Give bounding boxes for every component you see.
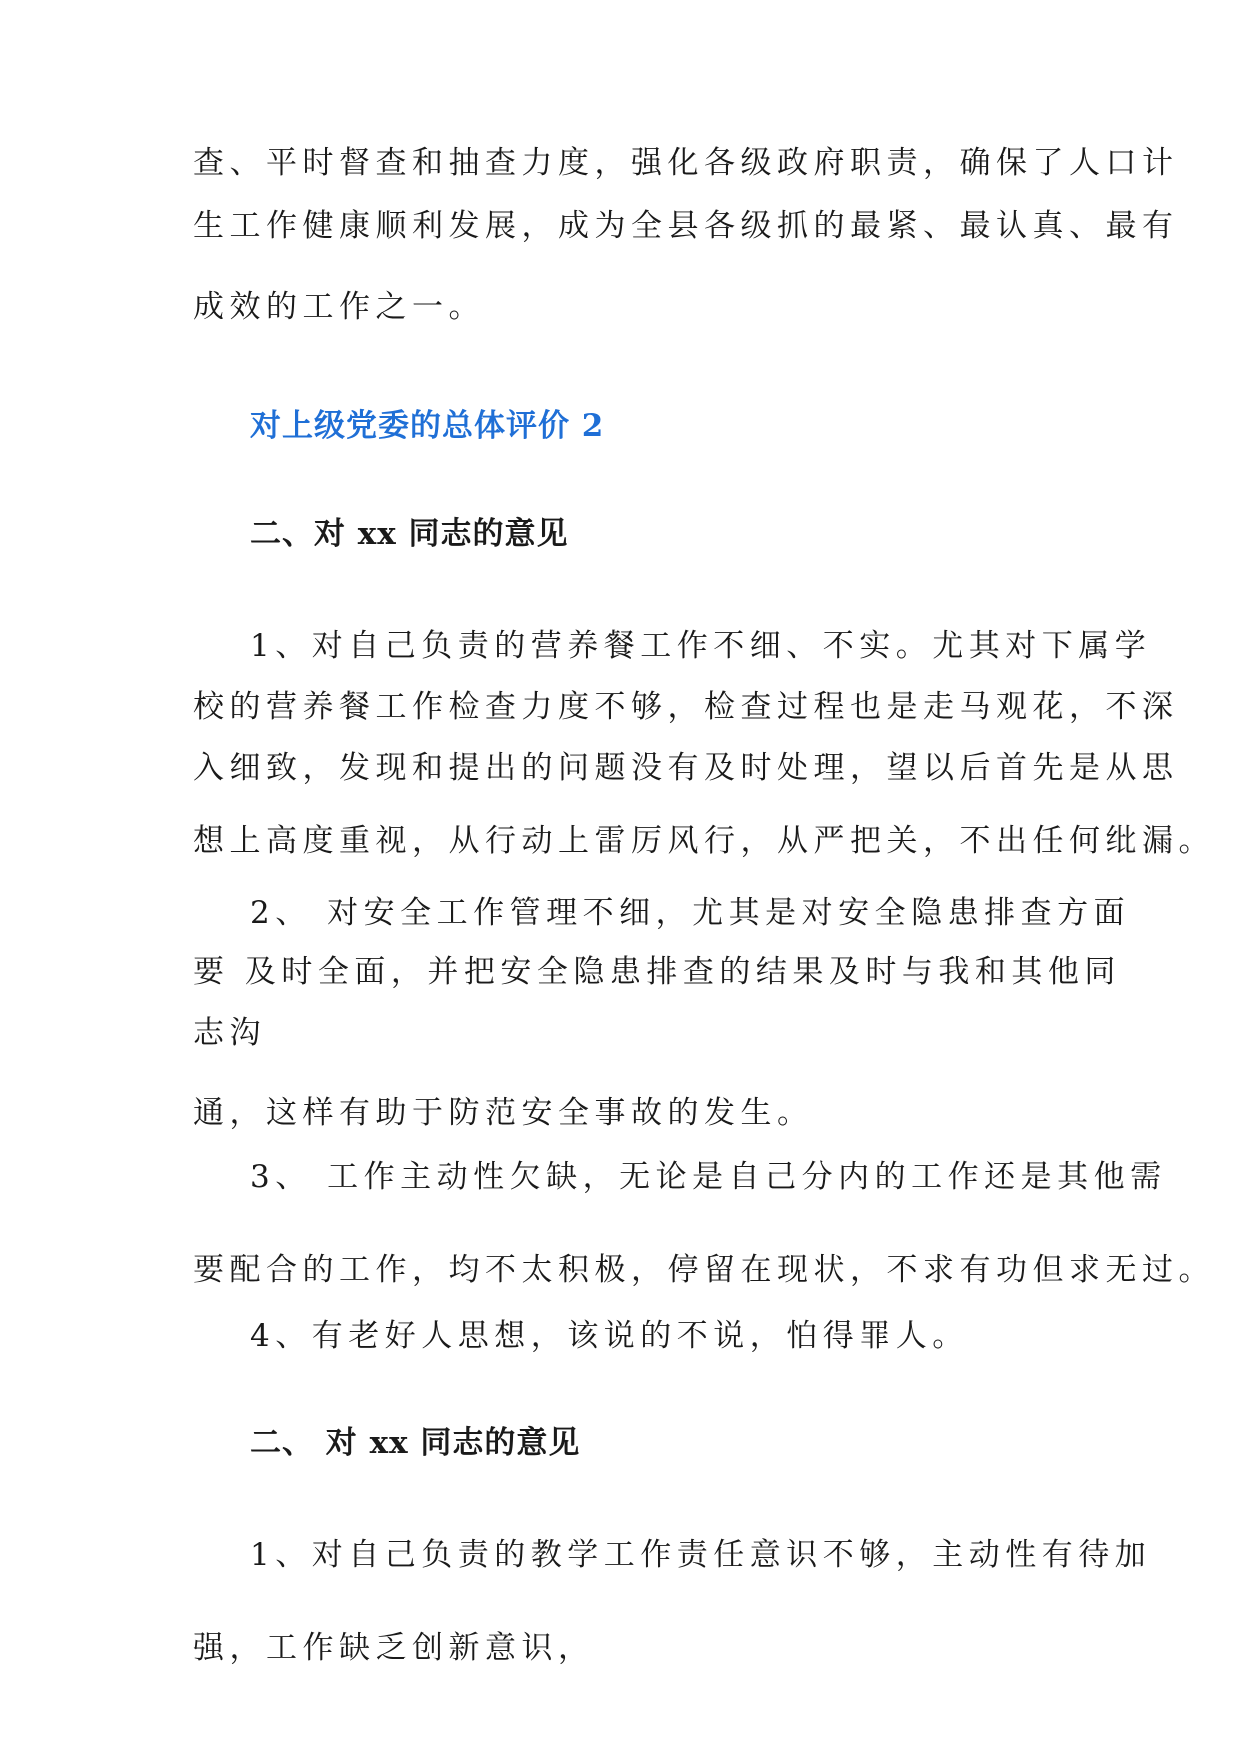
section1-item4: 4、有老好人思想，该说的不说，怕得罪人。 xyxy=(250,1318,969,1354)
section2-item1-line-1: 1、对自己负责的教学工作责任意识不够，主动性有待加 xyxy=(250,1537,1152,1573)
section1-item1-line-2: 校的营养餐工作检查力度不够，检查过程也是走马观花，不深 xyxy=(193,689,1179,725)
section-title: 对上级党委的总体评价 2 xyxy=(250,408,605,444)
section1-item2-line-2: 要 及时全面，并把安全隐患排查的结果及时与我和其他同 xyxy=(193,954,1121,990)
section1-item2-line-4: 通，这样有助于防范安全事故的发生。 xyxy=(193,1095,814,1131)
section1-item3-line-1: 3、 工作主动性欠缺，无论是自己分内的工作还是其他需 xyxy=(250,1159,1167,1195)
section1-item1-line-4: 想上高度重视，从行动上雷厉风行，从严把关，不出任何纰漏。 xyxy=(193,823,1215,859)
section1-item2-line-3: 志沟 xyxy=(193,1015,266,1051)
section1-item3-line-2: 要配合的工作，均不太积极，停留在现状，不求有功但求无过。 xyxy=(193,1252,1215,1288)
section1-item1-line-1: 1、对自己负责的营养餐工作不细、不实。尤其对下属学 xyxy=(250,628,1152,664)
section1-item1-line-3: 入细致，发现和提出的问题没有及时处理，望以后首先是从思 xyxy=(193,750,1179,786)
section2-heading: 二、 对 xx 同志的意见 xyxy=(250,1425,581,1461)
intro-line-2: 生工作健康顺利发展，成为全县各级抓的最紧、最认真、最有 xyxy=(193,208,1179,244)
section1-heading: 二、对 xx 同志的意见 xyxy=(250,516,569,552)
section1-item2-line-1: 2、 对安全工作管理不细，尤其是对安全隐患排查方面 xyxy=(250,895,1131,931)
intro-line-1: 查、平时督查和抽查力度，强化各级政府职责，确保了人口计 xyxy=(193,145,1179,181)
section2-item1-line-2: 强，工作缺乏创新意识， xyxy=(193,1630,595,1666)
intro-line-3: 成效的工作之一。 xyxy=(193,289,485,325)
